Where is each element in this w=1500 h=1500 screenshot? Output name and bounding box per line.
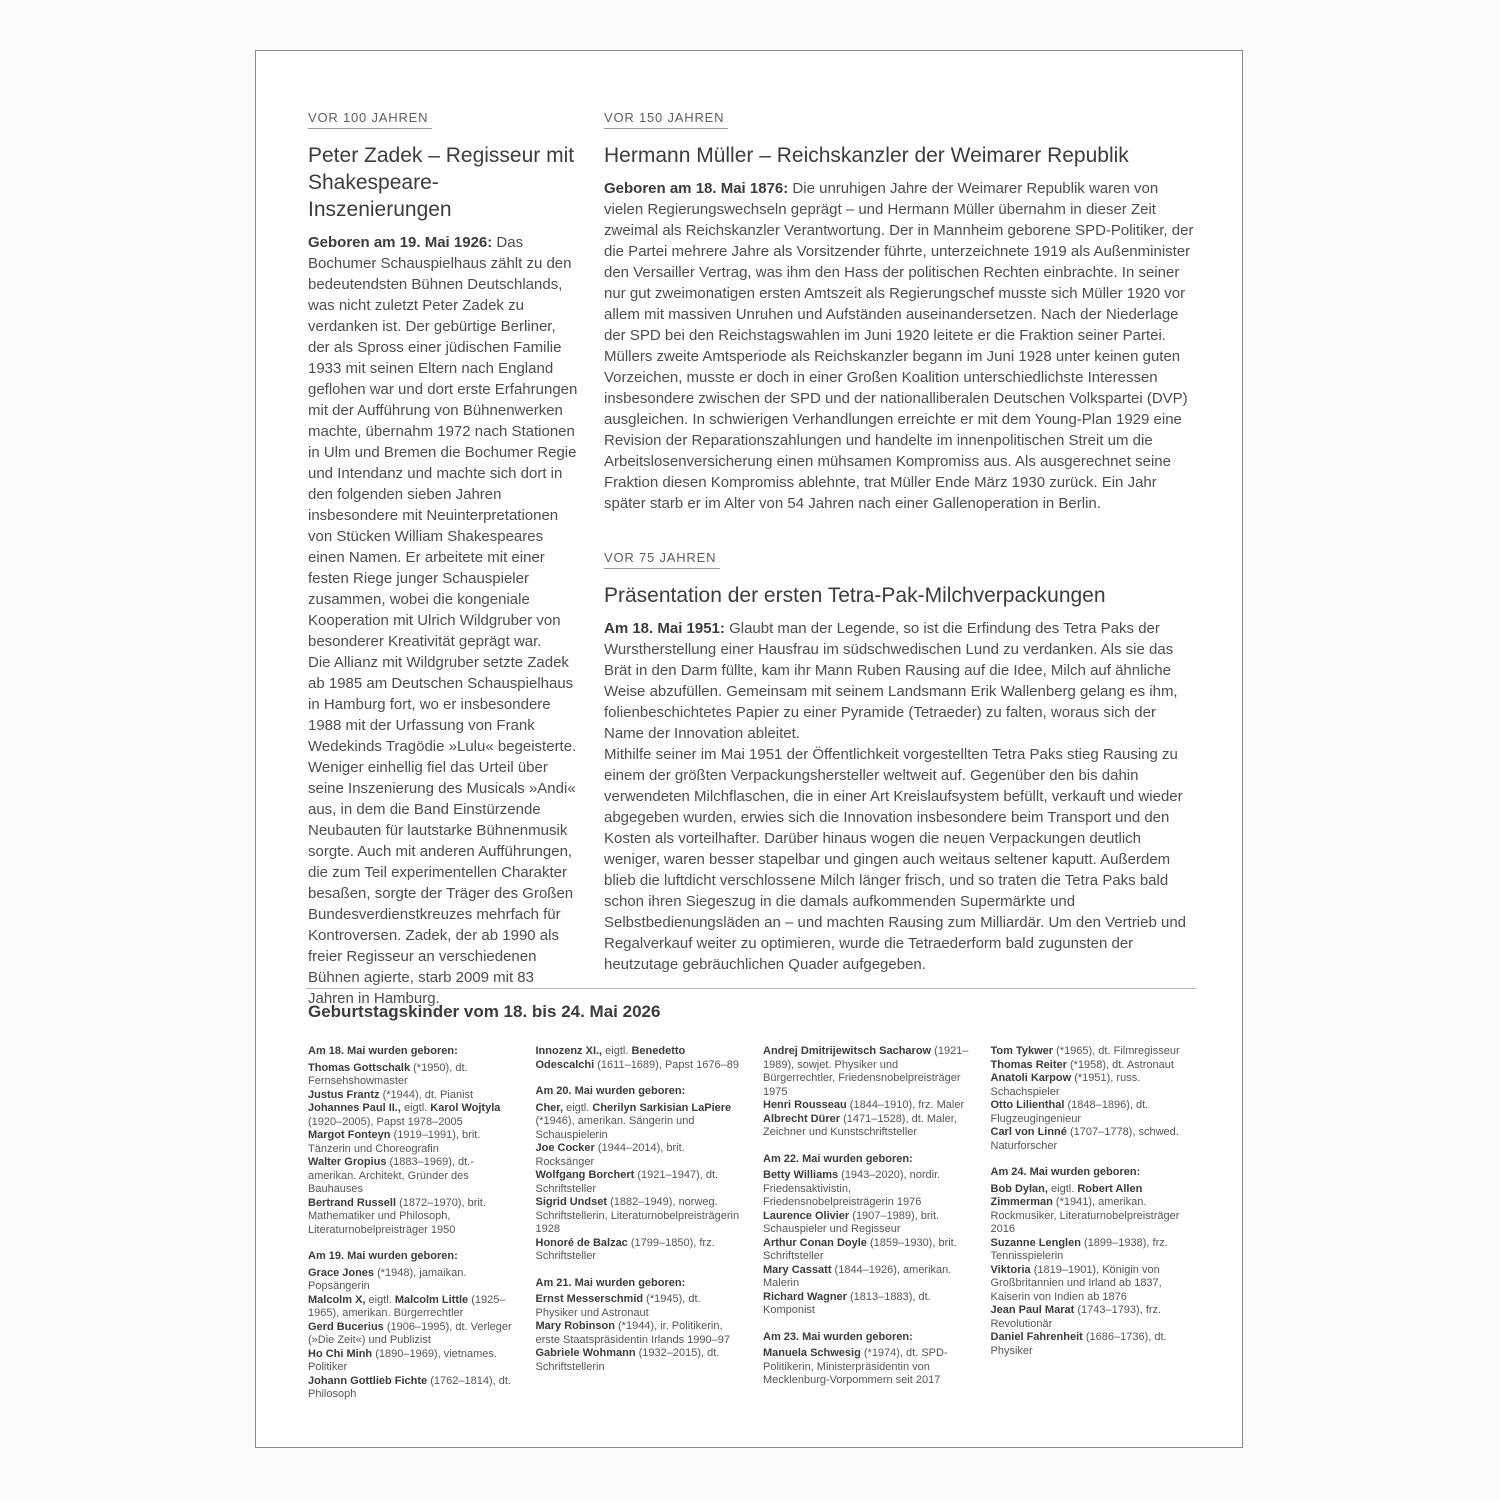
article-title-hermann-mueller: Hermann Müller – Reichskanzler der Weimarer Republik: [604, 144, 1129, 167]
article-kicker-150-jahre: VOR 150 JAHREN: [604, 110, 728, 129]
birthday-entry: Thomas Reiter (*1958), dt. Astronaut: [990, 1058, 1174, 1071]
birthday-entry: Richard Wagner (1813–1883), dt. Komponist: [763, 1290, 931, 1316]
birthday-entry: Gerd Bucerius (1906–1995), dt. Verleger (»Die Zeit«) und Publizist: [308, 1320, 512, 1346]
birthday-entry: Joe Cocker (1944–2014), brit. Rocksänger: [535, 1142, 685, 1168]
birthday-block-23-mai-continued: [991, 1045, 1197, 1153]
birthday-entry: Manuela Schwesig (*1974), dt. SPD-Politikerin, Ministerpräsidentin von Mecklenburg-Vorpommern seit 2017: [763, 1347, 948, 1386]
birthday-entry: Suzanne Lenglen (1899–1938), frz. Tennisspielerin: [990, 1236, 1168, 1262]
birthday-group-heading: Am 21. Mai wurden geboren:: [535, 1276, 686, 1289]
article-title-tetra-pak: Präsentation der ersten Tetra-Pak-Milchverpackungen: [604, 584, 1106, 607]
article-peter-zadek: [308, 109, 580, 1009]
birthday-group-heading: Am 24. Mai wurden geboren:: [990, 1166, 1141, 1178]
birthday-block-21-mai-continued: [763, 1045, 969, 1140]
birthday-entry: Grace Jones (*1948), jamaikan. Popsängerin: [308, 1266, 467, 1292]
birthday-entry: Henri Rousseau (1844–1910), frz. Maler: [763, 1099, 965, 1111]
article-paragraph: [604, 618, 1200, 744]
birthday-entry: Gabriele Wohmann (1932–2015), dt. Schriftstellerin: [535, 1347, 720, 1373]
birthday-entry: Carl von Linné (1707–1778), schwed. Naturforscher: [990, 1126, 1179, 1152]
birthday-group-heading: Am 19. Mai wurden geboren:: [308, 1250, 458, 1262]
article-paragraph: [308, 232, 580, 652]
article-paragraph-text: Die unruhigen Jahre der Weimarer Republik waren von vielen Regierungswechseln geprägt – und Hermann Müller übernahm in dieser Zeit zweimal als Reichskanzler Verantwortung. Der in Mannheim geborene SPD-Politiker, der die Partei mehrere Jahre als Vorsitzender führte, unterzeichnete 1919 als Außenminister den Versailler Vertrag, was ihm den Hass der politischen Rechten einbrachte. In seiner nur gut zweimonatigen ersten Amtszeit als Regierungschef musste sich Müller 1920 vor allem mit massiven Unruhen und Aufständen auseinandersetzen. Nach der Niederlage der SPD bei den Reichstagswahlen im Juni 1920 leitete er die Fraktion seiner Partei.: [604, 180, 1194, 344]
birthday-block-18-mai-continued: [536, 1045, 742, 1072]
article-kicker-100-jahre: VOR 100 JAHREN: [308, 110, 432, 129]
birthday-entry: Ernst Messerschmid (*1945), dt. Physiker und Astronaut: [535, 1293, 701, 1319]
birthday-group-heading: Am 22. Mai wurden geboren:: [763, 1152, 913, 1165]
birthday-entry: Justus Frantz (*1944), dt. Pianist: [308, 1088, 474, 1101]
birthday-entry: Viktoria (1819–1901), Königin von Großbritannien und Irland ab 1837, Kaiserin von Indien ab 1876: [990, 1263, 1162, 1303]
birthday-entry: Daniel Fahrenheit (1686–1736), dt. Physiker: [990, 1331, 1167, 1357]
birthday-entry: Johannes Paul II., eigtl. Karol Wojtyla (1920–2005), Papst 1978–2005: [308, 1102, 501, 1128]
birthday-entry: Albrecht Dürer (1471–1528), dt. Maler, Zeichner und Kunstschriftsteller: [763, 1112, 957, 1138]
birthday-entry: Bob Dylan, eigtl. Robert Allen Zimmerman (*1941), amerikan. Rockmusiker, Literaturnobelpreisträger 2016: [990, 1182, 1180, 1235]
birthday-block-21-mai: [536, 1277, 742, 1375]
birthday-entry: Ho Chi Minh (1890–1969), vietnames. Politiker: [308, 1347, 497, 1373]
article-paragraph: Mithilfe seiner im Mai 1951 der Öffentlichkeit vorgestellten Tetra Paks stieg Rausing zu einem der größten Verpackungshersteller weltweit auf. Gegenüber den bis dahin verwendeten Milchflaschen, die in einer Art Kreislaufsystem befüllt, verkauft und wieder abgegeben wurden, erwies sich die Innovation insbesondere beim Transport und den Kosten als vorteilhafter. Darüber hinaus wogen die neuen Verpackungen deutlich weniger, waren besser stapelbar und gingen auch weitaus seltener kaputt. Außerdem blieb die luftdicht verschlossene Milch länger frisch, und so traten die Tetra Paks bald schon ihren Siegeszug in die damals aufkommenden Supermärkte und Selbstbedienungsläden an – und machten Rausing zum Milliardär. Um den Vertrieb und Regalverkauf weiter zu optimieren, wurde die Tetraederform bald zugunsten der heutzutage gebräuchlichen Quader aufgegeben.: [604, 746, 1187, 973]
calendar-back-page: [255, 50, 1243, 1448]
article-lead-date: Geboren am 18. Mai 1876:: [604, 180, 793, 197]
article-paragraph: Die Allianz mit Wildgruber setzte Zadek ab 1985 am Deutschen Schauspielhaus in Hamburg fort, wo er insbesondere 1988 mit der Urfassung von Frank Wedekinds Tragödie »Lulu« begeisterte. Weniger einhellig fiel das Urteil über seine Inszenierung des Musicals »Andi« aus, in dem die Band Einstürzende Neubauten für lautstarke Bühnenmusik sorgte. Auch mit anderen Aufführungen, die zum Teil experimentellen Charakter besaßen, sorgte der Träger des Großen Bundesverdienstkreuzes mehrfach für Kontroversen. Zadek, der ab 1990 als freier Regisseur an verschiedenen Bühnen agierte, starb 2009 mit 83 Jahren in Hamburg.: [308, 654, 577, 1007]
birthday-group-heading: Am 23. Mai wurden geboren:: [763, 1330, 913, 1343]
birthday-column-3: [763, 1045, 969, 1402]
article-paragraph-text: Das Bochumer Schauspielhaus zählt zu den bedeutendsten Bühnen Deutschlands, was nicht zuletzt Peter Zadek zu verdanken ist. Der gebürtige Berliner, der als Spross einer jüdischen Familie 1933 mit seinen Eltern nach England geflohen war und dort erste Erfahrungen mit der Aufführung von Bühnenwerken machte, übernahm 1972 nach Stationen in Ulm und Bremen die Bochumer Regie und Intendanz und machte sich dort in den folgenden sieben Jahren insbesondere mit Neuinterpretationen von Stücken William Shakespeares einen Namen. Er arbeitete mit einer festen Riege junger Schauspieler zusammen, wobei die kongeniale Kooperation mit Ulrich Wildgruber von besonderer Kreativität geprägt war.: [308, 234, 578, 650]
article-title-peter-zadek: Peter Zadek – Regisseur mit Shakespeare-Inszenierungen: [308, 144, 575, 221]
birthday-column-4: [991, 1045, 1197, 1402]
article-hermann-mueller: [604, 109, 1200, 514]
birthday-block-24-mai: [991, 1166, 1197, 1358]
birthday-group-heading: Am 18. Mai wurden geboren:: [308, 1045, 458, 1057]
birthday-column-1: [308, 1045, 514, 1402]
birthday-entry: Cher, eigtl. Cherilyn Sarkisian LaPiere (*1946), amerikan. Sängerin und Schauspielerin: [535, 1101, 732, 1141]
birthday-group-heading: Am 20. Mai wurden geboren:: [535, 1085, 686, 1097]
birthday-entry: Margot Fonteyn (1919–1991), brit. Tänzerin und Choreografin: [308, 1129, 481, 1155]
article-lead-date: Geboren am 19. Mai 1926:: [308, 234, 497, 251]
birthday-block-23-mai: [763, 1331, 969, 1388]
article-lead-date: Am 18. Mai 1951:: [604, 620, 730, 637]
birthdays-section-title: Geburtstagskinder vom 18. bis 24. Mai 2026: [308, 1002, 661, 1021]
article-paragraph: [604, 178, 1200, 346]
birthday-block-22-mai: [763, 1153, 969, 1318]
article-kicker-75-jahre: VOR 75 JAHREN: [604, 550, 720, 569]
birthday-entry: Mary Cassatt (1844–1926), amerikan. Malerin: [763, 1263, 952, 1289]
birthdays-grid: [308, 1045, 1196, 1402]
article-paragraph: Müllers zweite Amtsperiode als Reichskanzler begann im Juni 1928 unter keinen guten Vorzeichen, musste er doch in einer Großen Koalition unterschiedlichste Interessen insbesondere zwischen der SPD und der nationalliberalen Deutschen Volkspartei (DVP) ausgleichen. In schwierigen Verhandlungen erreichte er mit dem Young-Plan 1929 eine Revision der Reparationszahlungen und handelte im innenpolitischen Streit um die Arbeitslosenversicherung einen mühsamen Kompromiss aus. Als ausgerechnet seine Fraktion diesen Kompromiss ablehnte, trat Müller Ende März 1930 zurück. Ein Jahr später starb er im Alter von 54 Jahren nach einer Gallenoperation in Berlin.: [604, 348, 1188, 512]
birthday-entry: Tom Tykwer (*1965), dt. Filmregisseur: [990, 1045, 1180, 1057]
birthday-entry: Andrej Dmitrijewitsch Sacharow (1921–1989), sowjet. Physiker und Bürgerrechtler, Friedensnobelpreisträger 1975: [763, 1045, 969, 1098]
birthday-entry: Honoré de Balzac (1799–1850), frz. Schriftsteller: [535, 1236, 715, 1262]
birthday-block-19-mai: [308, 1250, 514, 1402]
birthday-entry: Walter Gropius (1883–1969), dt.-amerikan. Architekt, Gründer des Bauhauses: [308, 1156, 474, 1195]
birthday-entry: Otto Lilienthal (1848–1896), dt. Flugzeugingenieur: [990, 1099, 1149, 1125]
birthday-block-18-mai: [308, 1045, 514, 1237]
article-tetra-pak: [604, 549, 1200, 975]
birthday-entry: Betty Williams (1943–2020), nordir. Friedensaktivistin, Friedensnobelpreisträgerin 1976: [763, 1169, 941, 1208]
birthday-column-2: [536, 1045, 742, 1402]
birthday-entry: Bertrand Russell (1872–1970), brit. Mathematiker und Philosoph, Literaturnobelpreisträger 1950: [308, 1196, 486, 1236]
birthday-entry: Jean Paul Marat (1743–1793), frz. Revolutionär: [990, 1304, 1162, 1330]
birthday-entry: Johann Gottlieb Fichte (1762–1814), dt. Philosoph: [308, 1374, 511, 1400]
birthday-entry: Innozenz XI., eigtl. Benedetto Odescalchi (1611–1689), Papst 1676–89: [535, 1045, 739, 1071]
birthday-block-20-mai: [536, 1085, 742, 1264]
article-paragraph-text: Glaubt man der Legende, so ist die Erfindung des Tetra Paks der Wurstherstellung einer Hausfrau im südschwedischen Lund zu verdanken. Als sie das Brät in den Darm füllte, kam ihr Mann Ruben Rausing auf die Idee, Milch auf ähnliche Weise abzufüllen. Gemeinsam mit seinem Landsmann Erik Wallenberg gelang es ihm, folienbeschichtetes Papier zu einer Pyramide (Tetraeder) zu falten, woraus sich der Name der Innovation ableitet.: [604, 620, 1178, 742]
birthday-entry: Laurence Olivier (1907–1989), brit. Schauspieler und Regisseur: [763, 1209, 940, 1235]
birthday-entry: Anatoli Karpow (*1951), russ. Schachspieler: [990, 1072, 1141, 1098]
section-divider: [306, 988, 1196, 989]
birthday-entry: Thomas Gottschalk (*1950), dt. Fernsehshowmaster: [308, 1061, 468, 1087]
birthday-entry: Wolfgang Borchert (1921–1947), dt. Schriftsteller: [535, 1169, 719, 1195]
birthday-entry: Malcolm X, eigtl. Malcolm Little (1925–1965), amerikan. Bürgerrechtler: [308, 1293, 506, 1319]
birthday-entry: Arthur Conan Doyle (1859–1930), brit. Schriftsteller: [763, 1236, 957, 1262]
birthday-entry: Mary Robinson (*1944), ir. Politikerin, erste Staatspräsidentin Irlands 1990–97: [535, 1320, 730, 1346]
birthday-entry: Sigrid Undset (1882–1949), norweg. Schriftstellerin, Literaturnobelpreisträgerin 1928: [535, 1196, 740, 1235]
